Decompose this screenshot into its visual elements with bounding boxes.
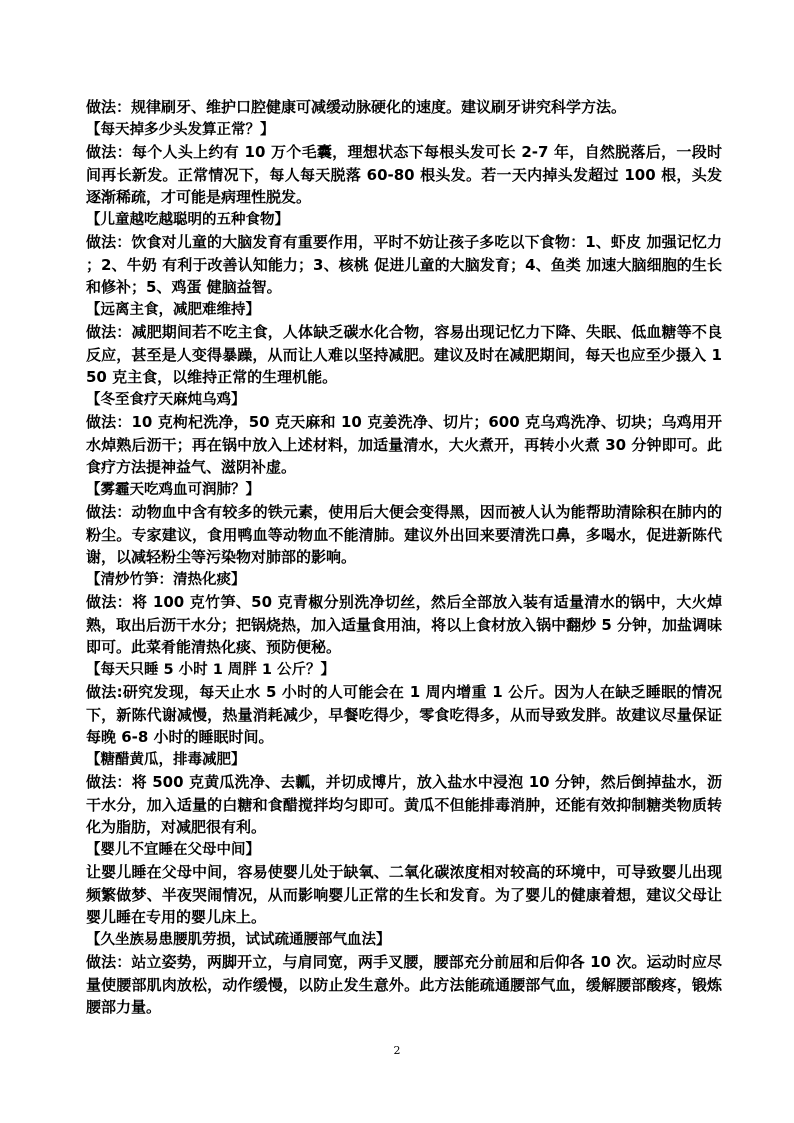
section-heading: 【每天掉多少头发算正常？】 bbox=[86, 121, 275, 138]
section-heading: 【糖醋黄瓜，排毒减肥】 bbox=[86, 751, 246, 768]
section-heading: 【清炒竹笋：清热化痰】 bbox=[86, 571, 246, 588]
section-heading: 【雾霾天吃鸡血可润肺？】 bbox=[86, 481, 260, 498]
section-body: 让婴儿睡在父母中间，容易使婴儿处于缺氧、二氧化碳浓度相对较高的环境中，可导致婴儿出现频繁做梦、半夜哭闹情况，从而影响婴儿正常的生长和发育。为了婴儿的健康着想，建议父母让婴儿睡在专用的婴儿床上。 bbox=[86, 863, 722, 926]
section-body: 做法：饮食对儿童的大脑发育有重要作用，平时不妨让孩子多吃以下食物：1、虾皮 加强记忆力；2、牛奶 有利于改善认知能力；3、核桃 促进儿童的大脑发育；4、鱼类 加速大脑细胞的生长和修补；5、鸡蛋 健脑益智。 bbox=[86, 233, 722, 296]
section-body: 做法：10 克枸杞洗净，50 克天麻和 10 克姜洗净、切片；600 克乌鸡洗净、切块；乌鸡用开水焯熟后沥干；再在锅中放入上述材料，加适量清水，大火煮开，再转小火煮 30 分钟即可。此食疗方法提神益气、滋阴补虚。 bbox=[86, 413, 722, 476]
section-body: 做法：每个人头上约有 10 万个毛囊，理想状态下每根头发可长 2-7 年，自然脱落后，一段时间再长新发。正常情况下，每人每天脱落 60-80 根头发。若一天内掉头发超过 100 根，头发逐渐稀疏，才可能是病理性脱发。 bbox=[86, 143, 722, 206]
page-number: 2 bbox=[393, 1044, 401, 1057]
section-body: 做法：将 100 克竹笋、50 克青椒分别洗净切丝，然后全部放入装有适量清水的锅中，大火焯熟，取出后沥干水分；把锅烧热，加入适量食用油，将以上食材放入锅中翻炒 5 分钟，加盐调味即可。此菜肴能清热化痰、预防便秘。 bbox=[86, 593, 722, 656]
section-body: 做法：规律刷牙、维护口腔健康可减缓动脉硬化的速度。建议刷牙讲究科学方法。 bbox=[86, 98, 627, 116]
section-heading: 【每天只睡 5 小时 1 周胖 1 公斤？】 bbox=[86, 661, 336, 678]
section-body: 做法:研究发现，每天止水 5 小时的人可能会在 1 周内增重 1 公斤。因为人在缺乏睡眠的情况下，新陈代谢减慢，热量消耗减少，早餐吃得少，零食吃得多，从而导致发胖。故建议尽量保证每晚 6-8 小时的睡眠时间。 bbox=[86, 683, 722, 746]
section-heading: 【久坐族易患腰肌劳损，试试疏通腰部气血法】 bbox=[86, 931, 391, 948]
document-body bbox=[86, 96, 722, 1019]
section-heading: 【远离主食，减肥难维持】 bbox=[86, 301, 260, 318]
section-heading: 【冬至食疗天麻炖乌鸡】 bbox=[86, 391, 246, 408]
section-heading: 【婴儿不宜睡在父母中间】 bbox=[86, 841, 260, 858]
section-body: 做法：动物血中含有较多的铁元素，使用后大便会变得黑，因而被人认为能帮助清除积在肺内的粉尘。专家建议，食用鸭血等动物血不能清肺。建议外出回来要清洗口鼻，多喝水，促进新陈代谢，以减轻粉尘等污染物对肺部的影响。 bbox=[86, 503, 722, 566]
section-heading: 【儿童越吃越聪明的五种食物】 bbox=[86, 211, 289, 228]
section-body: 做法：将 500 克黄瓜洗净、去瓤，并切成博片，放入盐水中浸泡 10 分钟，然后倒掉盐水，沥干水分，加入适量的白糖和食醋搅拌均匀即可。黄瓜不但能排毒消肿，还能有效抑制糖类物质转化为脂肪，对减肥很有利。 bbox=[86, 773, 722, 836]
section-body: 做法：减肥期间若不吃主食，人体缺乏碳水化合物，容易出现记忆力下降、失眠、低血糖等不良反应，甚至是人变得暴躁，从而让人难以坚持减肥。建议及时在减肥期间，每天也应至少摄入 150 克主食，以维持正常的生理机能。 bbox=[86, 323, 722, 386]
section-body: 做法：站立姿势，两脚开立，与肩同宽，两手叉腰，腰部充分前屈和后仰各 10 次。运动时应尽量使腰部肌肉放松，动作缓慢，以防止发生意外。此方法能疏通腰部气血，缓解腰部酸疼，锻炼腰部力量。 bbox=[86, 953, 722, 1016]
